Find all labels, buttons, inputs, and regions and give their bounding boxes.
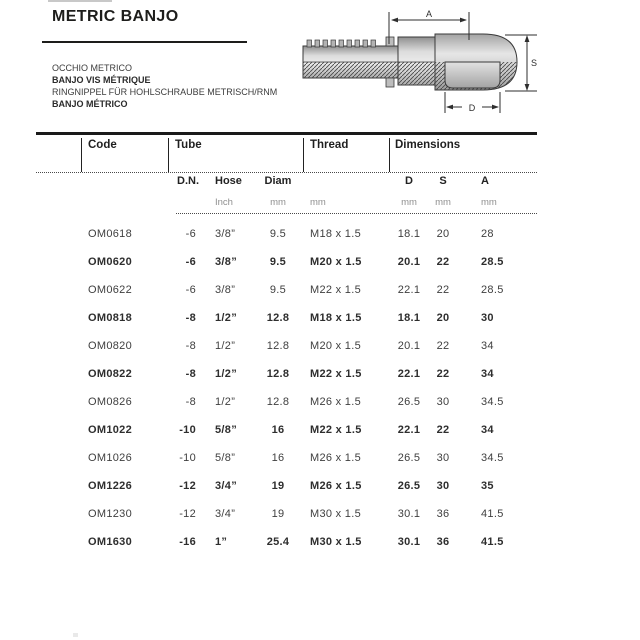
sub-header-a: A (481, 175, 489, 187)
cell-code: OM0820 (88, 340, 132, 352)
table-row (36, 528, 537, 556)
cell-a: 41.5 (481, 536, 504, 548)
cell-hose: 1/2” (215, 312, 237, 324)
cell-dn: -10 (179, 452, 196, 464)
cell-s: 30 (436, 480, 450, 492)
cell-hose: 5/8” (215, 424, 237, 436)
cell-a: 34 (481, 340, 494, 352)
cell-dn: -8 (185, 312, 196, 324)
cell-s: 30 (436, 396, 450, 408)
table-row (36, 388, 537, 416)
cell-dn: -10 (179, 424, 196, 436)
cell-code: OM0620 (88, 256, 132, 268)
cell-hose: 5/8” (215, 452, 236, 464)
cell-dn: -6 (185, 228, 196, 240)
cell-s: 20 (436, 228, 450, 240)
cell-code: OM0818 (88, 312, 132, 324)
sub-header-hose: Hose (215, 175, 242, 187)
cell-code: OM0822 (88, 368, 132, 380)
cell-a: 28.5 (481, 256, 504, 268)
dim-label-s: S (531, 58, 538, 68)
dim-label-d: D (468, 103, 476, 113)
banjo-fitting-drawing (298, 4, 548, 122)
cell-thread: M30 x 1.5 (310, 508, 362, 520)
cell-d: 22.1 (397, 424, 421, 436)
cell-thread: M22 x 1.5 (310, 424, 362, 436)
cell-d: 18.1 (397, 228, 421, 240)
sub-header-d: D (405, 175, 413, 187)
table-row (36, 472, 537, 500)
cell-d: 26.5 (397, 396, 421, 408)
subtitle-block (52, 62, 277, 110)
cell-diam: 12.8 (266, 368, 290, 380)
cell-hose: 1/2” (215, 396, 236, 408)
cell-d: 20.1 (397, 340, 421, 352)
cell-a: 41.5 (481, 508, 504, 520)
table-row (36, 276, 537, 304)
cell-diam: 16 (271, 452, 285, 464)
cell-a: 34 (481, 368, 494, 380)
cell-thread: M26 x 1.5 (310, 452, 362, 464)
cell-diam: 12.8 (266, 340, 290, 352)
cell-s: 22 (436, 284, 450, 296)
cell-d: 22.1 (397, 368, 421, 380)
subtitle-italian: OCCHIO METRICO (52, 63, 132, 73)
cell-d: 20.1 (397, 256, 421, 268)
sub-header-s: S (439, 175, 447, 187)
group-header-dimensions: Dimensions (395, 139, 461, 151)
cell-dn: -6 (185, 284, 196, 296)
cell-s: 36 (436, 536, 450, 548)
cell-hose: 3/4” (215, 480, 237, 492)
cell-thread: M20 x 1.5 (310, 256, 362, 268)
table-row (36, 360, 537, 388)
cell-diam: 12.8 (266, 312, 290, 324)
cell-hose: 3/8” (215, 256, 237, 268)
cell-s: 22 (436, 424, 450, 436)
cell-diam: 19 (271, 480, 285, 492)
cell-hose: 3/8” (215, 284, 236, 296)
cropped-header-mark (48, 0, 112, 2)
page-title: METRIC BANJO (52, 8, 179, 25)
col-sep-code (81, 138, 82, 172)
table-row (36, 416, 537, 444)
table-row (36, 500, 537, 528)
cell-code: OM1630 (88, 536, 132, 548)
cell-diam: 9.5 (269, 256, 287, 268)
cell-a: 34.5 (481, 452, 504, 464)
cell-dn: -8 (185, 368, 196, 380)
table-top-rule (36, 132, 537, 135)
cell-dn: -12 (179, 480, 196, 492)
cell-dn: -12 (179, 508, 196, 520)
dim-label-a: A (425, 9, 433, 19)
cell-diam: 9.5 (269, 228, 287, 240)
cell-dn: -6 (185, 256, 196, 268)
cell-hose: 1/2” (215, 340, 236, 352)
cell-dn: -8 (185, 340, 196, 352)
sub-header-diam: Diam (264, 175, 292, 187)
cell-code: OM1226 (88, 480, 132, 492)
cell-diam: 19 (271, 508, 285, 520)
cell-diam: 9.5 (269, 284, 287, 296)
subtitle-spanish: BANJO MÉTRICO (52, 99, 128, 109)
cell-code: OM1026 (88, 452, 132, 464)
group-header-tube: Tube (175, 139, 202, 151)
cell-thread: M30 x 1.5 (310, 536, 362, 548)
cell-code: OM0826 (88, 396, 132, 408)
units-dotted-rule (176, 213, 537, 214)
cell-a: 35 (481, 480, 494, 492)
table-body (36, 220, 537, 556)
cell-a: 34 (481, 424, 494, 436)
cell-diam: 25.4 (266, 536, 290, 548)
cell-d: 22.1 (397, 284, 421, 296)
cell-a: 28 (481, 228, 494, 240)
cell-code: OM0618 (88, 228, 132, 240)
cell-d: 26.5 (397, 480, 421, 492)
subtitle-french: BANJO VIS MÉTRIQUE (52, 75, 151, 85)
table-row (36, 304, 537, 332)
cell-hose: 3/8” (215, 228, 236, 240)
cell-thread: M26 x 1.5 (310, 396, 362, 408)
col-sep-thread (303, 138, 304, 172)
cell-code: OM1022 (88, 424, 132, 436)
table-row (36, 248, 537, 276)
banjo-eye-bore (445, 62, 500, 88)
cell-dn: -8 (185, 396, 196, 408)
unit-diam: mm (270, 197, 286, 208)
subtitle-german: RINGNIPPEL FÜR HOHLSCHRAUBE METRISCH/RNM (52, 87, 278, 97)
cell-s: 22 (436, 256, 450, 268)
cell-d: 18.1 (397, 312, 421, 324)
cell-dn: -16 (179, 536, 196, 548)
cell-hose: 3/4” (215, 508, 236, 520)
table-row (36, 332, 537, 360)
unit-s: mm (435, 197, 451, 208)
unit-hose: Inch (215, 197, 233, 208)
table-row (36, 444, 537, 472)
cell-s: 22 (436, 368, 450, 380)
sub-header-dn: D.N. (177, 175, 199, 187)
cell-code: OM1230 (88, 508, 132, 520)
cell-diam: 12.8 (266, 396, 290, 408)
cell-thread: M18 x 1.5 (310, 228, 362, 240)
col-sep-tube (168, 138, 169, 172)
cell-s: 22 (436, 340, 450, 352)
cell-s: 36 (436, 508, 450, 520)
unit-d: mm (401, 197, 417, 208)
spec-table (36, 132, 537, 560)
cell-diam: 16 (271, 424, 285, 436)
unit-a: mm (481, 197, 497, 208)
cropped-footer-mark (73, 633, 78, 637)
cell-thread: M26 x 1.5 (310, 480, 362, 492)
unit-thread: mm (310, 197, 326, 208)
title-underline (42, 41, 247, 43)
cell-thread: M22 x 1.5 (310, 284, 362, 296)
cell-s: 20 (436, 312, 450, 324)
cell-d: 30.1 (397, 536, 421, 548)
cell-a: 30 (481, 312, 494, 324)
group-header-code: Code (88, 139, 117, 151)
cell-d: 30.1 (397, 508, 421, 520)
group-header-thread: Thread (310, 139, 349, 151)
cell-a: 28.5 (481, 284, 504, 296)
cell-a: 34.5 (481, 396, 504, 408)
cell-hose: 1” (215, 536, 228, 548)
col-sep-dimensions (389, 138, 390, 172)
table-row (36, 220, 537, 248)
cell-code: OM0622 (88, 284, 132, 296)
cell-thread: M18 x 1.5 (310, 312, 362, 324)
collar (398, 37, 435, 85)
cell-hose: 1/2” (215, 368, 237, 380)
cell-thread: M22 x 1.5 (310, 368, 362, 380)
cell-s: 30 (436, 452, 450, 464)
cell-thread: M20 x 1.5 (310, 340, 362, 352)
cell-d: 26.5 (397, 452, 421, 464)
